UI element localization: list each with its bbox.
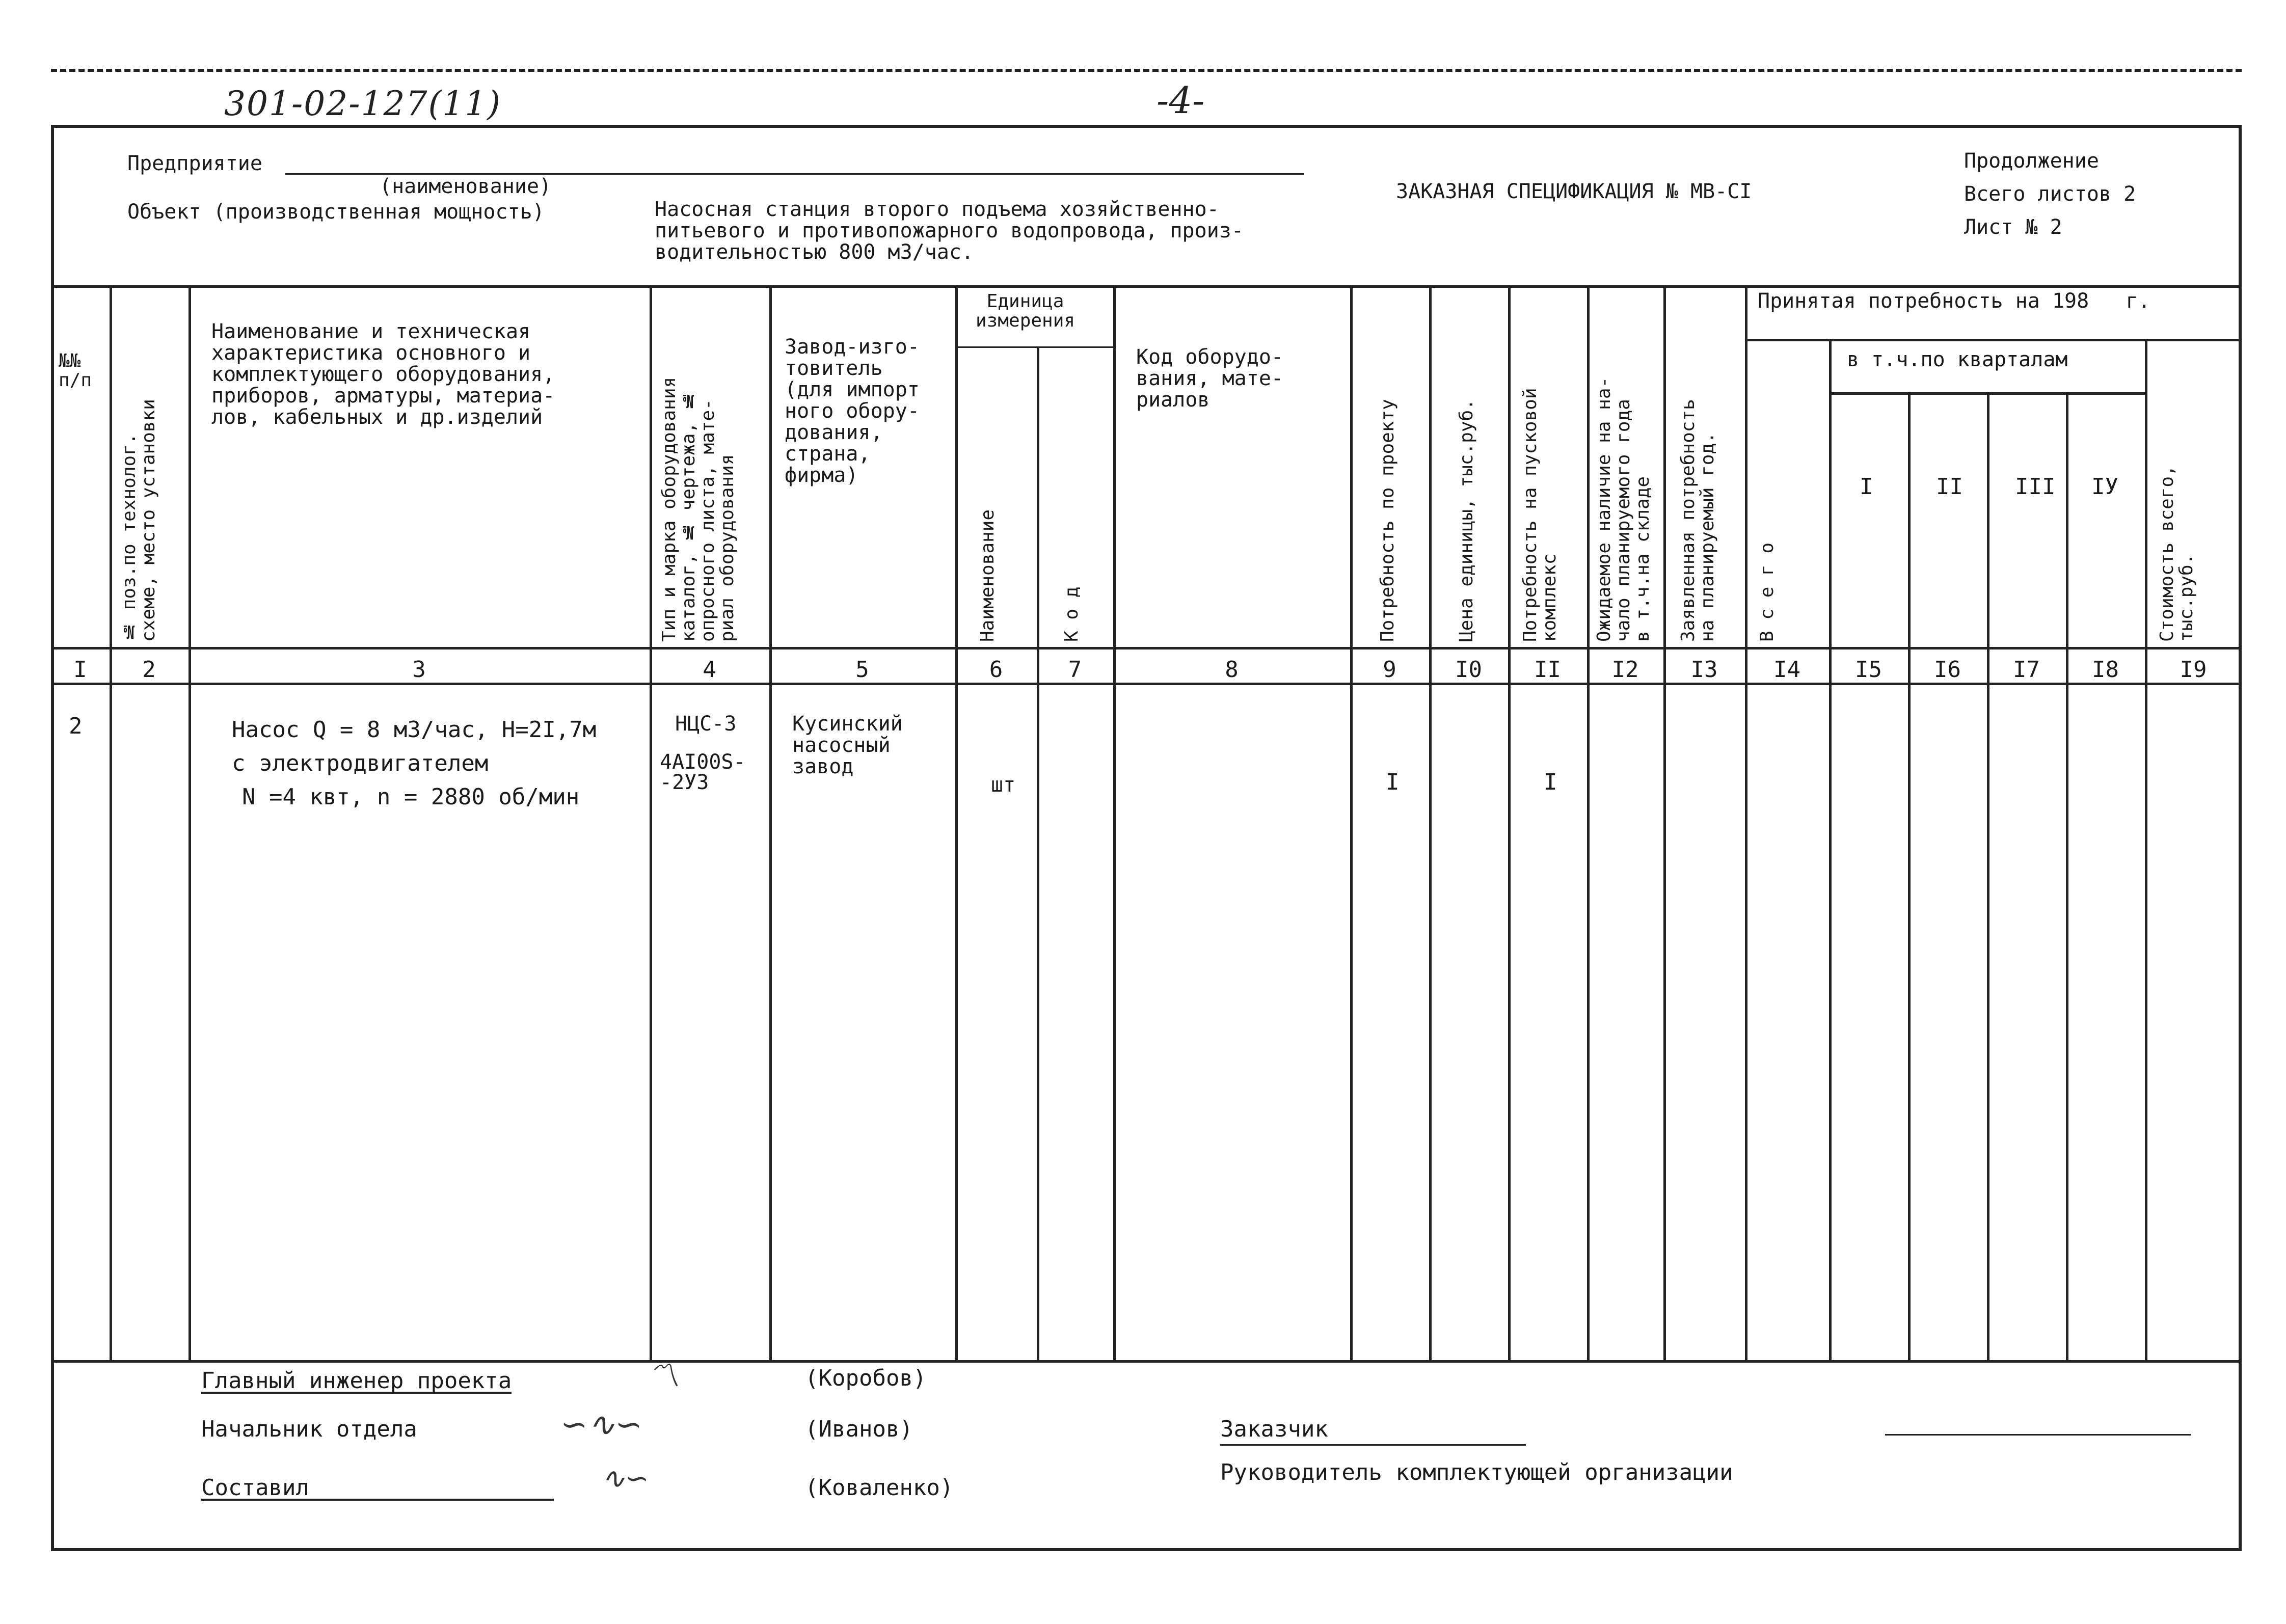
chief-engineer-signature: 〽	[647, 1358, 680, 1395]
colnum-7: 7	[1068, 657, 1082, 683]
col-divider-12	[1663, 285, 1666, 1360]
colnum-10: I0	[1455, 657, 1482, 683]
name-caption: (наименование)	[380, 175, 552, 198]
header-col4: Тип и марка оборудования каталог, № чертежа, № опросного листа, мате- риал оборудования	[659, 376, 738, 642]
chief-engineer-name: (Коробов)	[805, 1365, 927, 1391]
header-col5: Завод-изго- товитель (для импорт ного обору- дования, страна, фирма)	[785, 335, 920, 487]
row-name-line3: N =4 квт, n = 2880 об/мин	[242, 784, 580, 810]
header-unit: Единица измерения	[976, 291, 1075, 331]
header-accepted: Принятая потребность на 198 г.	[1758, 289, 2150, 313]
colnum-19: I9	[2180, 657, 2207, 683]
customer-signature-line	[1885, 1434, 2191, 1436]
row-unit: шт	[991, 773, 1016, 797]
col-divider-9	[1429, 285, 1432, 1360]
colnum-13: I3	[1690, 657, 1718, 683]
colnum-6: 6	[989, 657, 1003, 683]
col-divider-18	[2145, 339, 2147, 1360]
col-divider-3	[650, 285, 652, 1360]
table-bottom-border	[51, 1360, 2242, 1363]
header-col3: Наименование и техническая характеристика основного и комплектующего оборудования, приборов, арматуры, материа- лов, кабельных и др.изделий	[211, 320, 555, 429]
page-number: -4-	[1157, 79, 1205, 122]
colnum-2: 2	[142, 657, 156, 683]
dept-head-signature: ∽∿∽	[560, 1406, 642, 1444]
header-col13: Заявленная потребность на планируемый год.	[1678, 399, 1718, 642]
col-divider-7	[1113, 285, 1116, 1360]
object-value-line2: питьевого и противопожарного водопровода, произ-	[655, 219, 1244, 242]
object-label: Объект (производственная мощность)	[127, 200, 545, 224]
header-col2: № поз.по технолог. схеме, место установки	[119, 399, 159, 642]
col-divider-6	[1037, 346, 1039, 1360]
table-top-border	[51, 285, 2242, 288]
header-col18: IУ	[2091, 474, 2118, 500]
row-name-line2: с электродвигателем	[232, 750, 489, 776]
customer-underline	[1220, 1444, 1526, 1446]
row-maker: Кусинский насосный завод	[792, 712, 903, 778]
chief-engineer-label: Главный инженер проекта	[201, 1368, 512, 1394]
header-col11: Потребность на пусковой комплекс	[1520, 388, 1560, 642]
object-value-line1: Насосная станция второго подъема хозяйственно-	[655, 198, 1219, 221]
col-divider-13	[1745, 285, 1747, 1360]
col-divider-8	[1350, 285, 1353, 1360]
document-code: 301-02-127(11)	[224, 84, 502, 123]
header-col19: Стоимость всего, тыс.руб.	[2157, 465, 2197, 642]
unit-subheader-line	[955, 346, 1113, 348]
row-type-line2: 4АI00S-	[660, 750, 746, 774]
header-col14: В с е г о	[1757, 542, 1778, 642]
header-bottom-border	[51, 647, 2242, 649]
header-col9: Потребность по проекту	[1377, 399, 1398, 642]
dept-head-name: (Иванов)	[805, 1416, 913, 1442]
spec-title: ЗАКАЗНАЯ СПЕЦИФИКАЦИЯ № МВ-СI	[1396, 180, 1752, 203]
col-divider-1	[110, 285, 112, 1360]
header-col17: III	[2015, 474, 2056, 500]
colnum-12: I2	[1611, 657, 1639, 683]
total-sheets: Всего листов 2	[1964, 182, 2136, 206]
sheet-number: Лист № 2	[1964, 215, 2062, 239]
col-divider-17	[2066, 392, 2068, 1360]
col-divider-5	[955, 285, 958, 1360]
header-col7: К о д	[1061, 586, 1082, 642]
col-divider-10	[1508, 285, 1511, 1360]
header-col12: Ожидаемое наличие на на- чало планируемого года в т.ч.на складе	[1594, 376, 1653, 642]
colnum-15: I5	[1855, 657, 1882, 683]
continuation-label: Продолжение	[1964, 149, 2099, 173]
object-value-line3: водительностью 800 м3/час.	[655, 240, 974, 264]
col-divider-4	[769, 285, 772, 1360]
top-dashed-line	[51, 69, 2242, 72]
row-type-line1: НЦС-3	[675, 712, 737, 736]
dept-head-label: Начальник отдела	[201, 1416, 417, 1442]
row-need-project: I	[1386, 769, 1400, 795]
colnum-18: I8	[2092, 657, 2119, 683]
accepted-subheader-line	[1745, 339, 2242, 341]
compiled-signature: ∿∽	[601, 1462, 649, 1495]
col-divider-15	[1908, 392, 1911, 1360]
supplier-head-label: Руководитель комплектующей организации	[1220, 1459, 1733, 1485]
colnum-16: I6	[1934, 657, 1961, 683]
header-col10: Цена единицы, тыс.руб.	[1456, 399, 1477, 642]
header-col6: Наименование	[977, 509, 998, 642]
compiled-label: Составил	[201, 1477, 554, 1501]
colnum-17: I7	[2013, 657, 2040, 683]
colnum-4: 4	[703, 657, 716, 683]
row-name-line1: Насос Q = 8 м3/час, Н=2I,7м	[232, 717, 597, 743]
enterprise-label: Предприятие	[127, 152, 262, 175]
customer-label: Заказчик	[1220, 1416, 1328, 1442]
row-need-start: I	[1544, 769, 1557, 795]
header-col8: Код оборудо- вания, мате- риалов	[1136, 345, 1283, 412]
header-col15: I	[1860, 474, 1873, 500]
col-divider-2	[189, 285, 191, 1360]
colnum-5: 5	[855, 657, 869, 683]
header-col16: II	[1936, 474, 1963, 500]
header-col1: №№ п/п	[59, 350, 92, 391]
col-divider-14	[1829, 339, 1832, 1360]
row-number: 2	[69, 713, 83, 739]
col-divider-11	[1587, 285, 1590, 1360]
colnum-14: I4	[1773, 657, 1800, 683]
col-divider-16	[1987, 392, 1989, 1360]
compiled-name: (Коваленко)	[805, 1475, 954, 1501]
colnum-3: 3	[412, 657, 426, 683]
colnum-1: I	[73, 657, 87, 683]
header-quarters: в т.ч.по кварталам	[1847, 348, 2068, 371]
row-type-line3: -2У3	[660, 771, 709, 794]
colnum-9: 9	[1383, 657, 1396, 683]
colnum-11: II	[1534, 657, 1561, 683]
colnum-8: 8	[1225, 657, 1239, 683]
